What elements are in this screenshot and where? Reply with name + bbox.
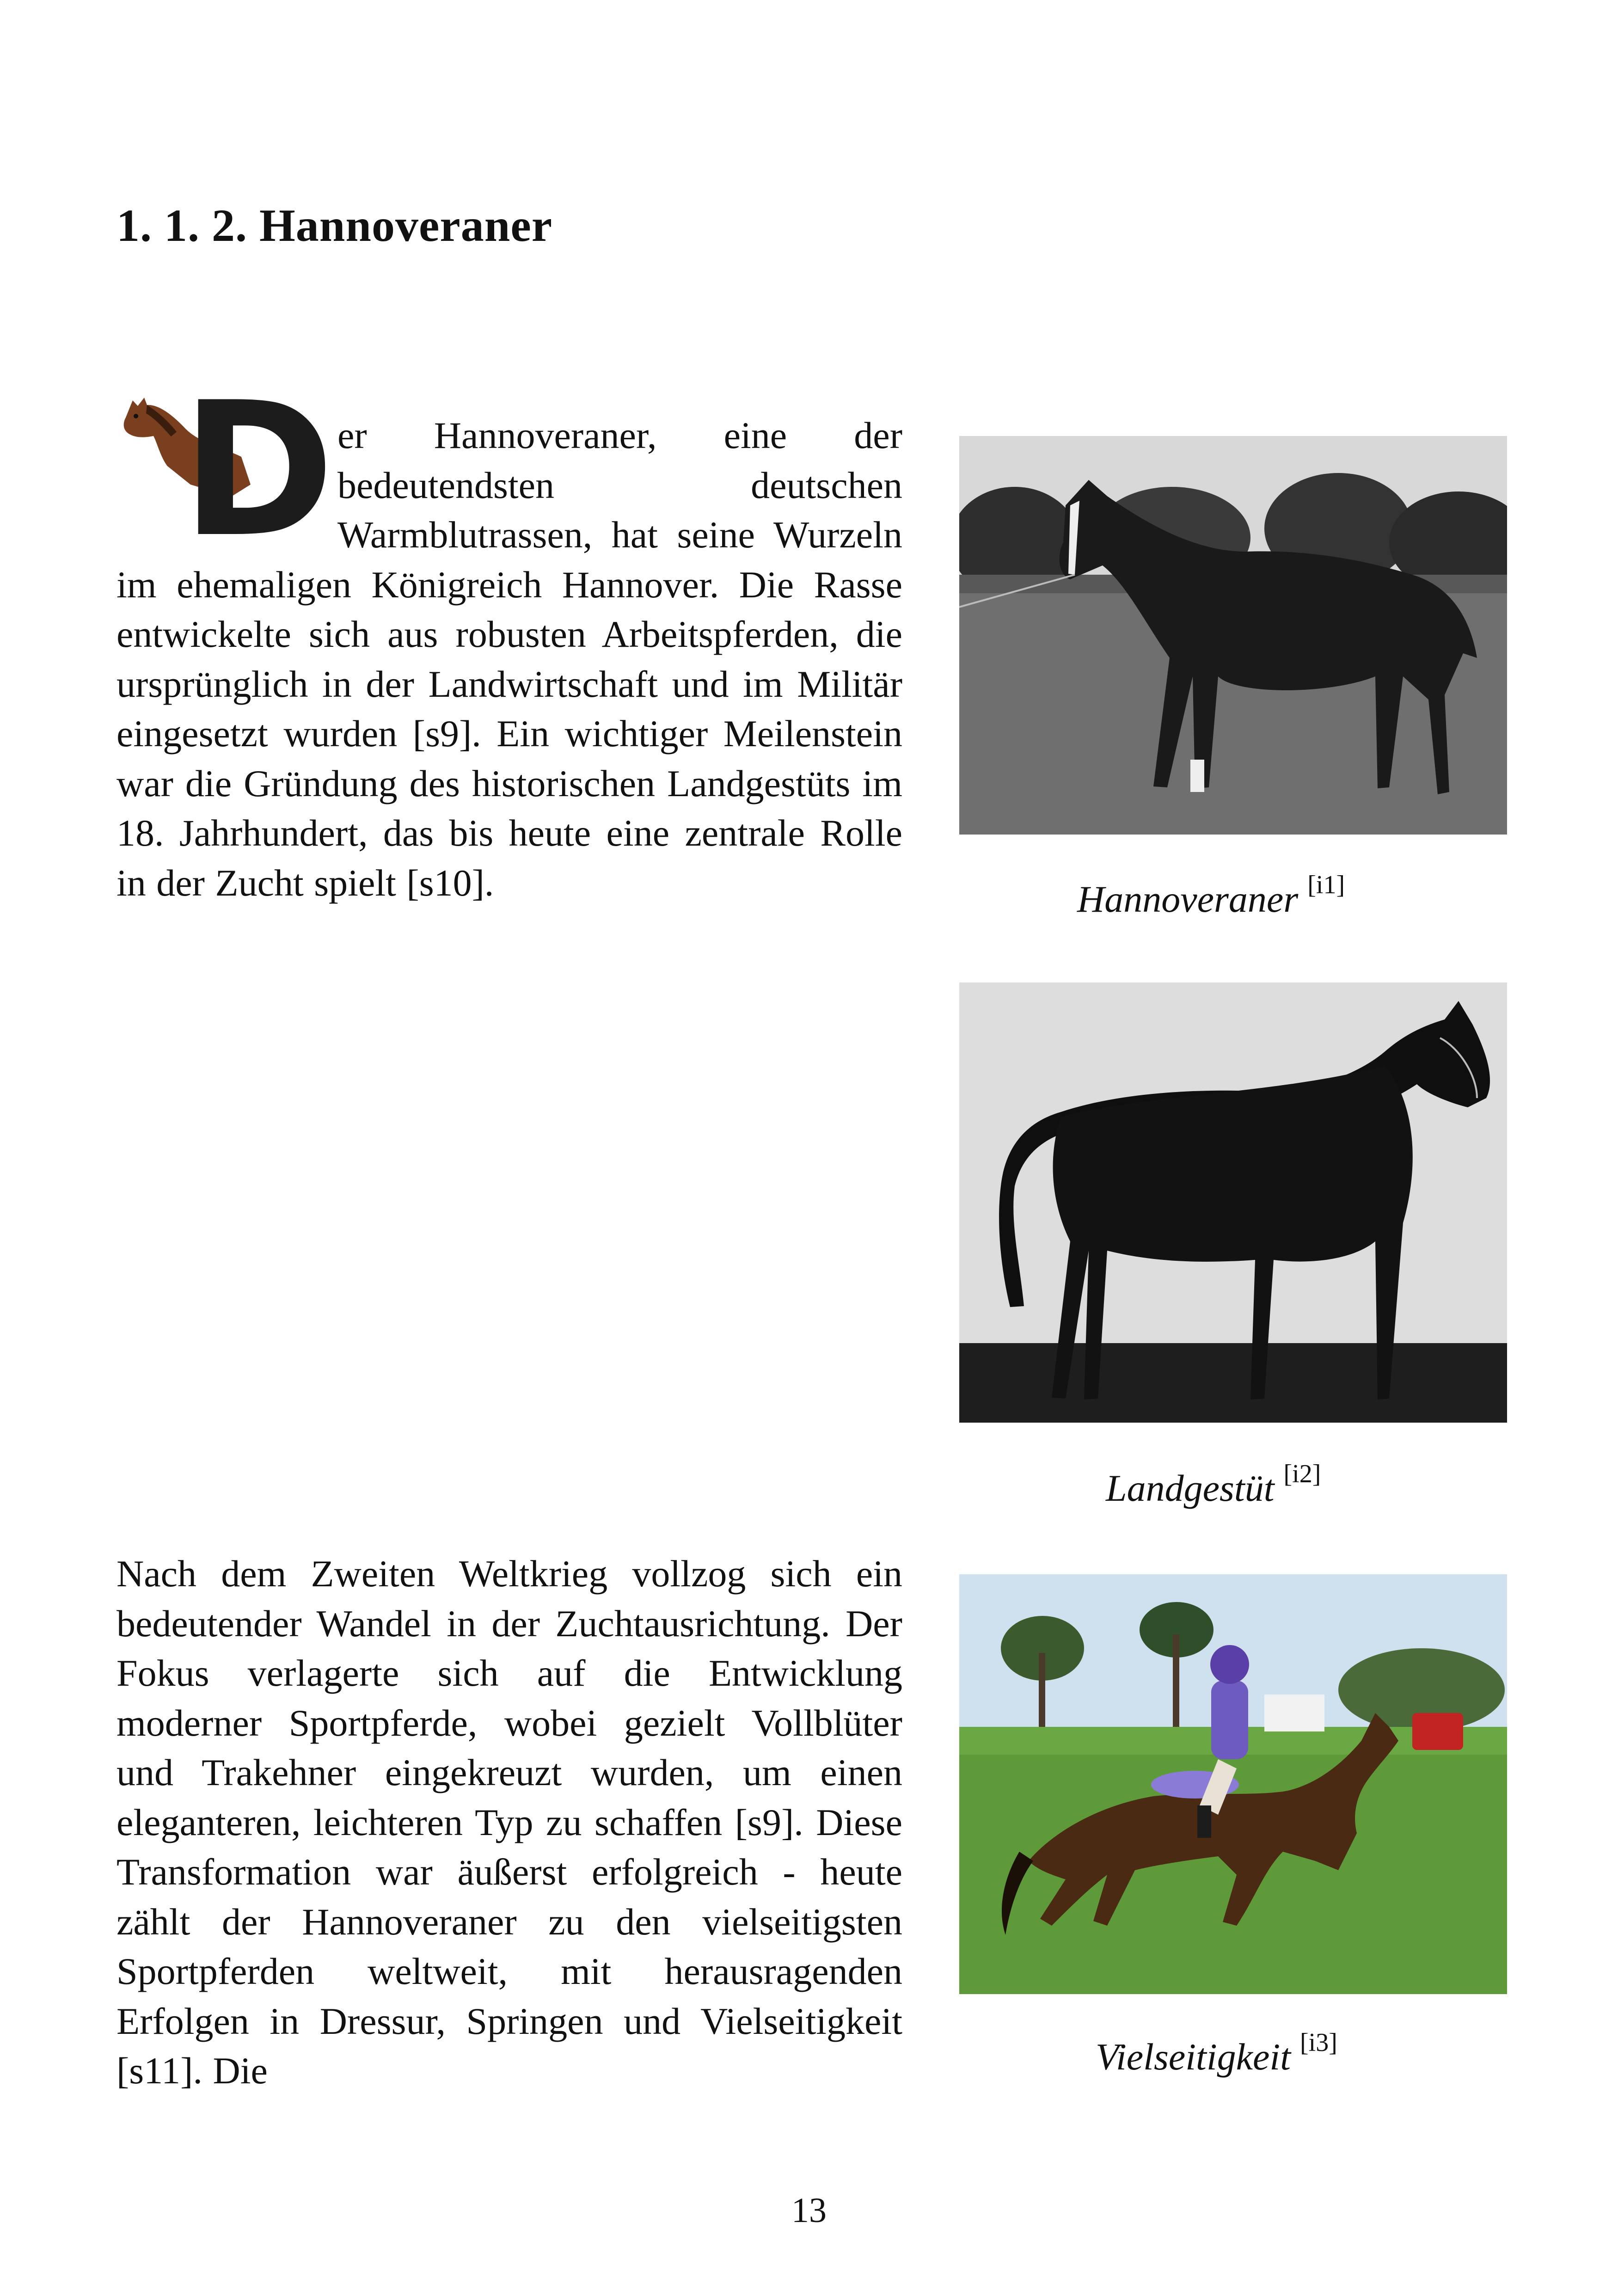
figure-ref: [i3]: [1299, 2028, 1337, 2057]
dropcap-letter: D: [181, 363, 335, 578]
figure-caption: [1106, 1460, 1321, 1510]
page-number: 13: [791, 2191, 827, 2230]
eventing-photo-vielseitigkeit: [959, 1574, 1507, 1994]
figure-caption: [1077, 871, 1345, 921]
figure-caption-text: Vielseitigkeit: [1096, 2036, 1291, 2078]
figure-ref: [i2]: [1283, 1460, 1321, 1488]
paragraph-postwar: Nach dem Zweiten Weltkrieg vollzog sich ein bedeutender Wandel in der Zuchtausrichtung. Der Fokus verlagerte sich auf die Entwicklung moderner Sportpferde, wobei gezielt Vollblüter und Trakehner eingekreuzt wurden, um einen eleganteren, leichteren Typ zu schaffen [s9]. Diese Transformation war äußerst erfolgreich - heute zählt der Hannoveraner zu den vielseitigsten Sportpferden weltweit, mit herausragenden Erfolgen in Dressur, Springen und Vielseitigkeit [s11]. Die: [116, 1553, 902, 2092]
dropcap: [116, 363, 335, 578]
figure-caption-text: Hannoveraner: [1077, 878, 1299, 920]
paragraph-intro: [116, 363, 902, 908]
paragraph-intro-text: er Hannoveraner, eine der bedeutendsten deutschen Warmblutrassen, hat seine Wurzeln im ehemaligen Königreich Hannover. Die Rasse entwickelte sich aus robusten Arbeitspferden, die ursprünglich in der Landwirtschaft und im Militär eingesetzt wurden [s9]. Ein wichtiger Meilenstein war die Gründung des historischen Landgestüts im 18. Jahrhundert, das bis heute eine zentrale Rolle in der Zucht spielt [s10].: [116, 414, 902, 904]
horse-photo-hannoveraner: [959, 436, 1507, 835]
section-heading: 1. 1. 2. Hannoveraner: [116, 200, 553, 251]
figure-caption-text: Landgestüt: [1106, 1467, 1275, 1509]
figure-caption: [1096, 2028, 1337, 2079]
horse-photo-landgestuet: [959, 982, 1507, 1423]
figure-ref: [i1]: [1307, 871, 1345, 899]
